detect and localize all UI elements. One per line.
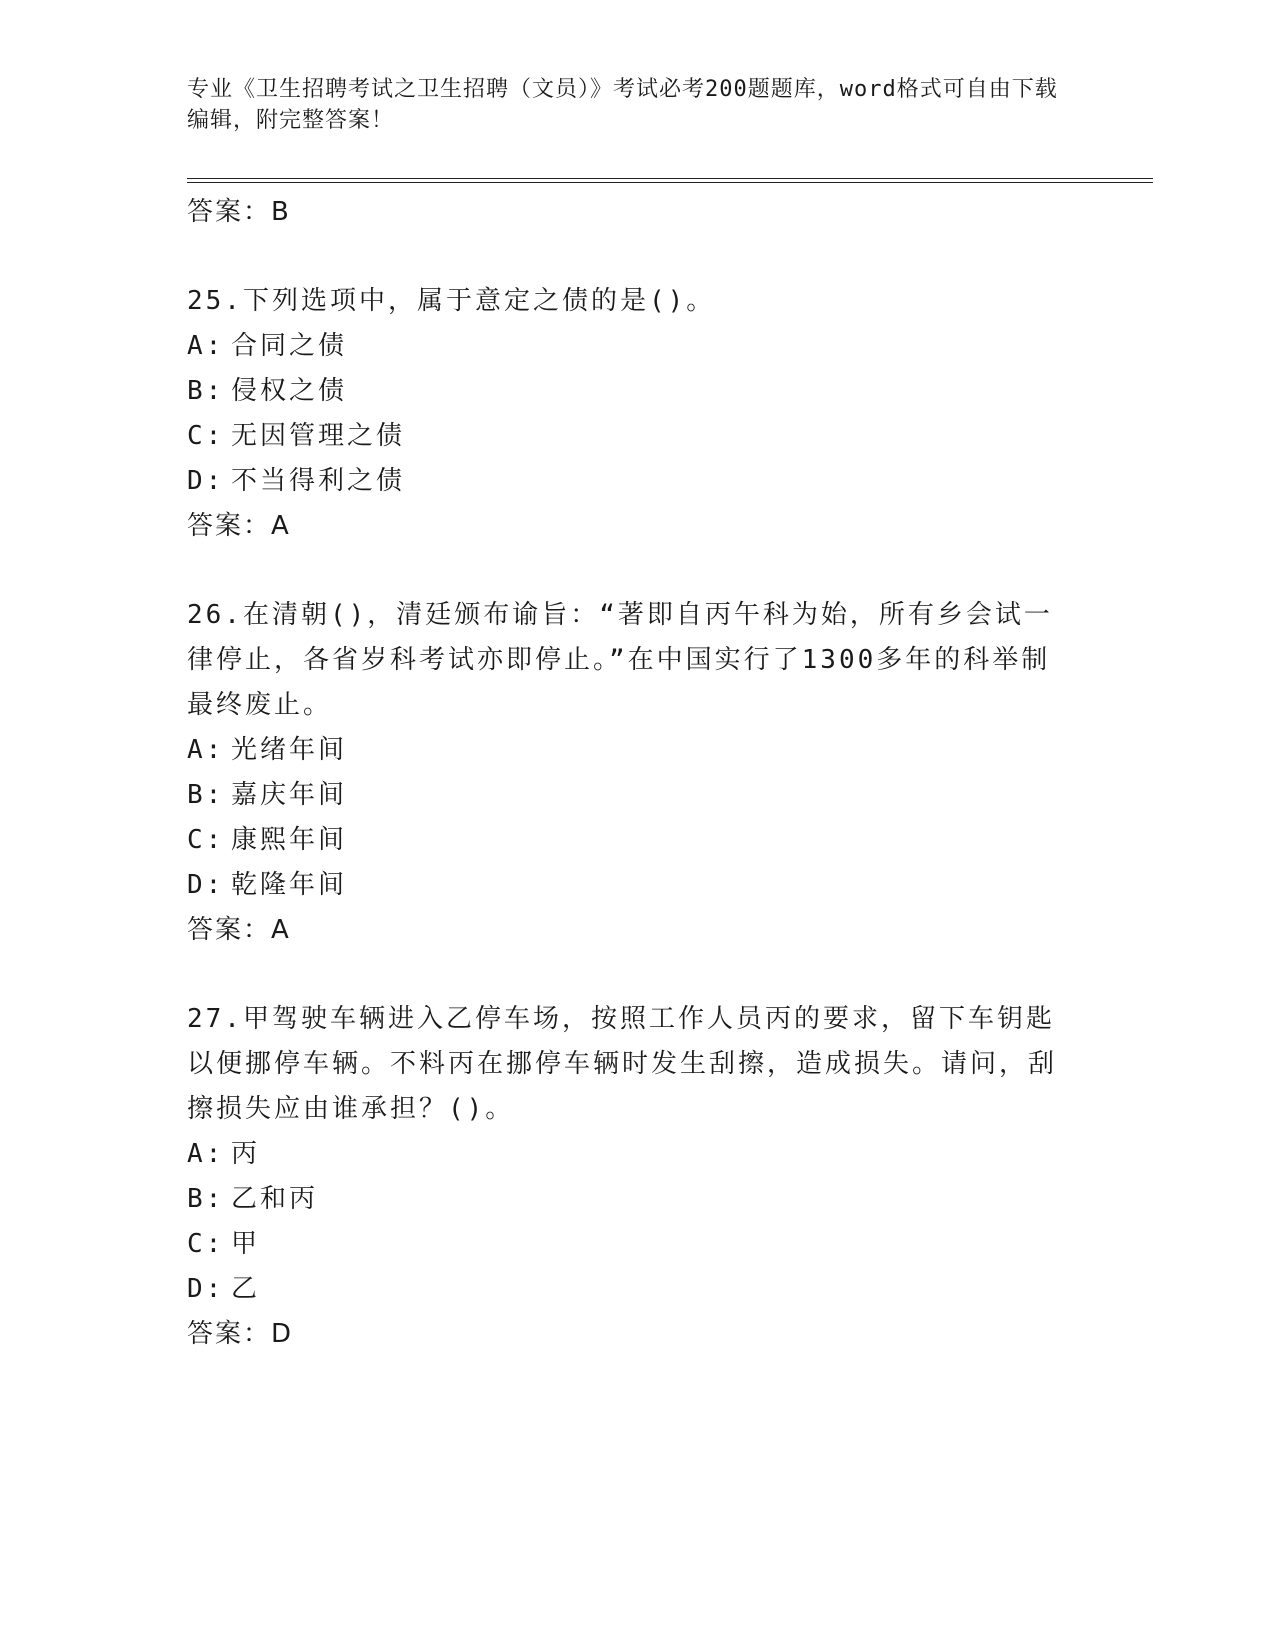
option-key: A: [187,1139,225,1169]
option-text: 乙和丙 [231,1184,319,1214]
option-text: 光绪年间 [231,735,348,765]
option-key: B: [187,1184,225,1214]
option-key: A: [187,735,225,765]
option-text: 不当得利之债 [231,466,406,496]
option-text: 丙 [231,1139,261,1169]
option-b [187,773,1087,818]
option-key: B: [187,376,225,406]
option-key: B: [187,780,225,810]
option-text: 康熙年间 [231,825,348,855]
question-block [187,279,1087,549]
option-key: D: [187,466,225,496]
option-c [187,818,1087,863]
answer-line: 答案：A [187,511,291,541]
option-a [187,324,1087,369]
answer-line: 答案：D [187,1319,294,1349]
question-block [187,593,1087,953]
option-b [187,1177,1087,1222]
option-a [187,1132,1087,1177]
header-note: 专业《卫生招聘考试之卫生招聘（文员）》考试必考200题题库，word格式可自由下载编辑，附完整答案！ [187,77,1058,133]
option-d [187,863,1087,908]
option-d [187,1267,1087,1312]
option-text: 无因管理之债 [231,421,406,451]
answer-line: 答案：B [187,197,291,227]
header-rule-top [187,178,1153,179]
option-a [187,728,1087,773]
option-key: C: [187,421,225,451]
option-key: A: [187,331,225,361]
option-d [187,459,1087,504]
option-c [187,414,1087,459]
question-block [187,997,1087,1357]
option-b [187,369,1087,414]
option-key: C: [187,1229,225,1259]
option-key: D: [187,870,225,900]
question-text: 25.下列选项中，属于意定之债的是()。 [187,286,716,316]
option-text: 嘉庆年间 [231,780,348,810]
header-rule-bottom [187,182,1153,183]
option-text: 合同之债 [231,331,348,361]
question-text: 26.在清朝()，清廷颁布谕旨：“著即自丙午科为始，所有乡会试一律停止，各省岁科考试亦即停止。”在中国实行了1300多年的科举制最终废止。 [187,600,1053,720]
option-text: 甲 [231,1229,261,1259]
option-key: D: [187,1274,225,1304]
answer-line: 答案：A [187,915,291,945]
option-key: C: [187,825,225,855]
option-text: 乾隆年间 [231,870,348,900]
option-c [187,1222,1087,1267]
option-text: 侵权之债 [231,376,348,406]
question-text: 27.甲驾驶车辆进入乙停车场，按照工作人员丙的要求，留下车钥匙以便挪停车辆。不料丙在挪停车辆时发生刮擦，造成损失。请问，刮擦损失应由谁承担？()。 [187,1004,1058,1124]
content [187,190,1087,1357]
option-text: 乙 [231,1274,261,1304]
